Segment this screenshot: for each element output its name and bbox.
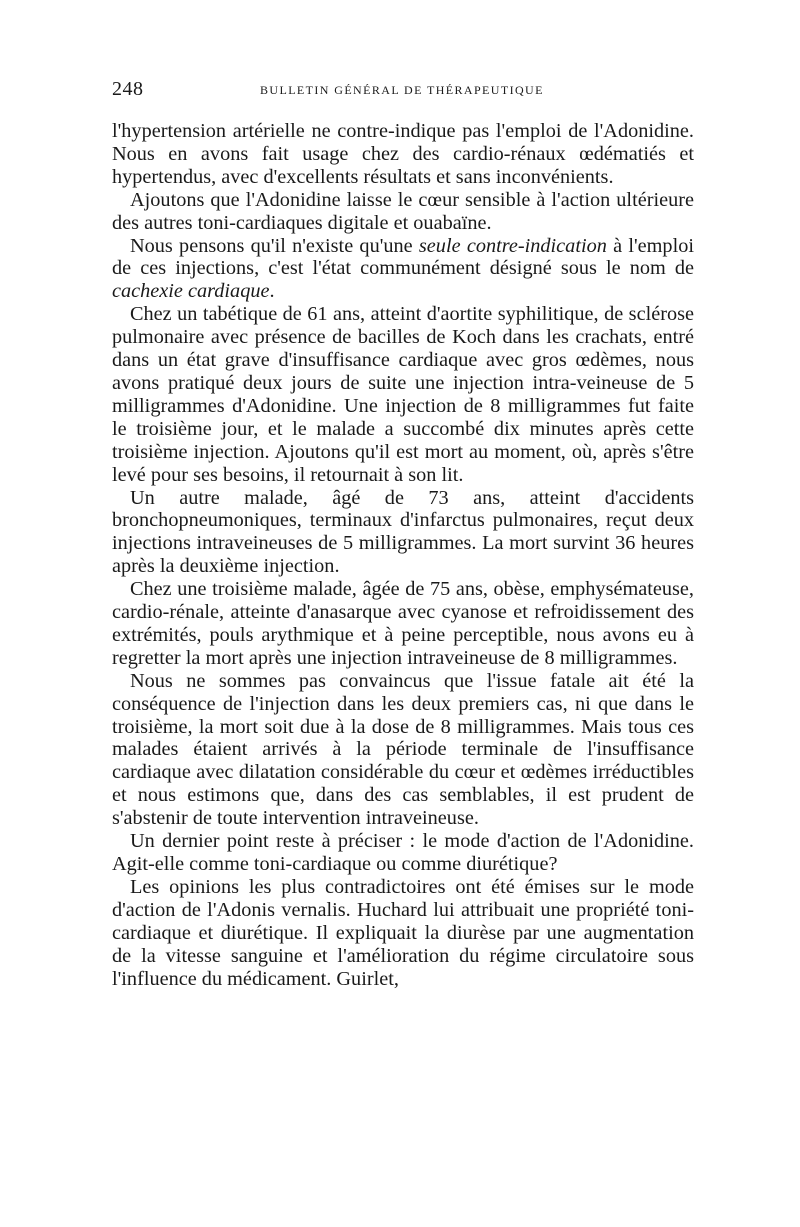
paragraph-text: à l'emploi de ces injections, c'est l'état communément désigné sous le nom de: [112, 234, 694, 280]
emphasis-seule-contre-indication: seule contre-indication: [418, 234, 607, 257]
body-text: [112, 120, 694, 990]
paragraph: Nous ne sommes pas convaincus que l'issue fatale ait été la conséquence de l'injection dans les deux premiers cas, ni que dans le troisième, la mort soit due à la dose de 8 milligrammes. Mais tous ces malades étaient arrivés à la période terminale de l'insuffisance cardiaque avec dilatation considérable du cœur et œdèmes irréductibles et nous estimons que, dans des cas semblables, il est prudent de s'abstenir de toute intervention intraveineuse.: [112, 669, 694, 830]
paragraph-text: Nous pensons qu'il n'existe qu'une: [130, 234, 413, 257]
journal-title: BULLETIN GÉNÉRAL DE THÉRAPEUTIQUE: [260, 83, 544, 97]
paragraph-contre-indication: [112, 235, 694, 304]
paragraph: Un dernier point reste à préciser : le mode d'action de l'Adonidine. Agit-elle comme toni-cardiaque ou comme diurétique?: [112, 830, 694, 875]
paragraph: Ajoutons que l'Adonidine laisse le cœur sensible à l'action ultérieure des autres toni-cardiaques digitale et ouabaïne.: [112, 188, 694, 234]
paragraph: Chez une troisième malade, âgée de 75 ans, obèse, emphysémateuse, cardio-rénale, atteinte d'anasarque avec cyanose et refroidissement des extrémités, pouls arythmique et à peine perceptible, nous avons eu à regretter la mort après une injection intraveineuse de 8 milligrammes.: [112, 578, 694, 669]
paragraph-text: .: [269, 280, 275, 303]
page-number: 248: [112, 78, 144, 100]
paragraph: Chez un tabétique de 61 ans, atteint d'aortite syphilitique, de sclérose pulmonaire avec présence de bacilles de Koch dans les crachats, entré dans un état grave d'insuffisance cardiaque avec gros œdèmes, nous avons pratiqué deux jours de suite une injection intra-veineuse de 5 milligrammes d'Adonidine. Une injection de 8 milligrammes fut faite le troisième jour, et le malade a succombé dix minutes après cette troisième injection. Ajoutons qu'il est mort au moment, où, après s'être levé pour ses besoins, il retournait à son lit.: [112, 303, 694, 486]
paragraph: Un autre malade, âgé de 73 ans, atteint d'accidents bronchopneumoniques, terminaux d'infarctus pulmonaires, reçut deux injections intraveineuses de 5 milligrammes. La mort survint 36 heures après la deuxième injection.: [112, 486, 694, 578]
paragraph: Les opinions les plus contradictoires ont été émises sur le mode d'action de l'Adonis vernalis. Huchard lui attribuait une propriété toni-cardiaque et diurétique. Il expliquait la diurèse par une augmentation de la vitesse sanguine et l'amélioration du régime circulatoire sous l'influence du médicament. Guirlet,: [112, 875, 694, 990]
emphasis-cachexie-cardiaque: cachexie cardiaque: [112, 280, 270, 303]
running-head: [112, 78, 694, 102]
paragraph-continued: l'hypertension artérielle ne contre-indique pas l'emploi de l'Adonidine. Nous en avons fait usage chez des cardio-rénaux œdématiés et hypertendus, avec d'excellents résultats et sans inconvénients.: [112, 120, 694, 188]
